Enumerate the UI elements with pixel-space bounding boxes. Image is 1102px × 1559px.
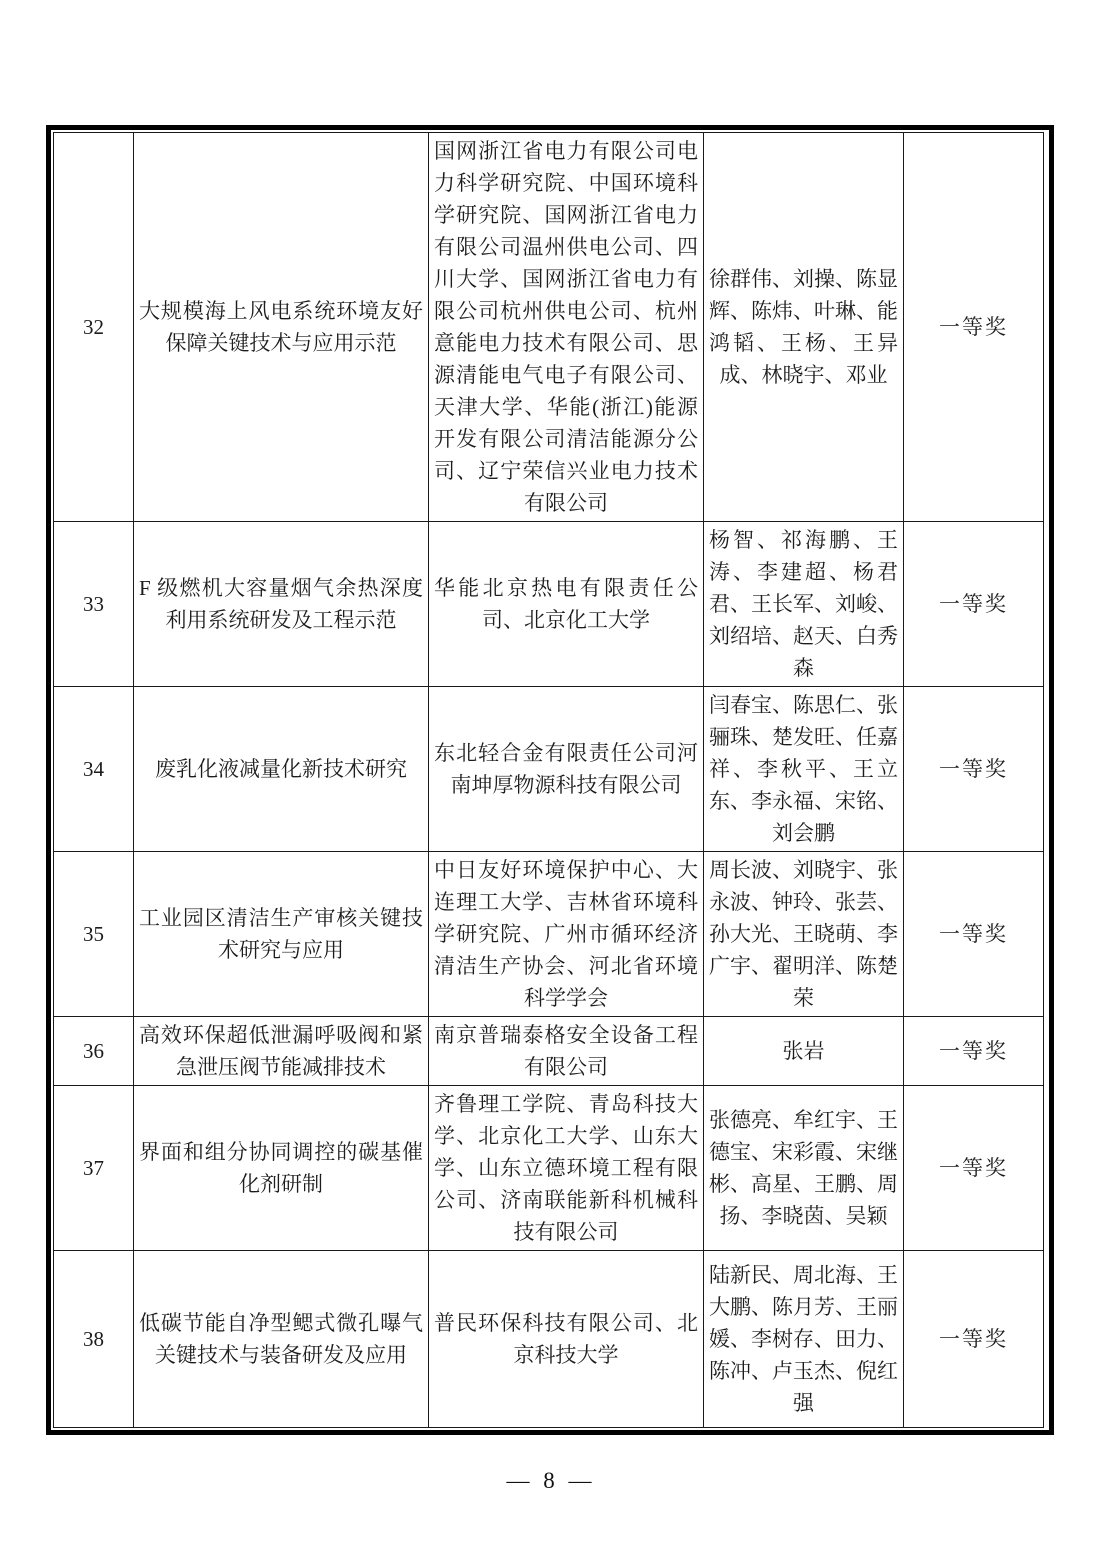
award-level-cell: 一等奖 xyxy=(904,133,1044,522)
award-level-cell: 一等奖 xyxy=(904,1017,1044,1086)
project-name-cell: 界面和组分协同调控的碳基催化剂研制 xyxy=(134,1086,429,1251)
award-level-cell: 一等奖 xyxy=(904,1251,1044,1428)
award-level-cell: 一等奖 xyxy=(904,522,1044,687)
table-row xyxy=(54,852,1044,1017)
organizations-cell: 普民环保科技有限公司、北京科技大学 xyxy=(429,1251,704,1428)
row-number-cell: 37 xyxy=(54,1086,134,1251)
project-name-cell: 低碳节能自净型鳃式微孔曝气关键技术与装备研发及应用 xyxy=(134,1251,429,1428)
row-number-cell: 38 xyxy=(54,1251,134,1428)
award-level-cell: 一等奖 xyxy=(904,852,1044,1017)
table-row xyxy=(54,1251,1044,1428)
project-name-cell: 废乳化液减量化新技术研究 xyxy=(134,687,429,852)
team-members-cell: 杨智、祁海鹏、王涛、李建超、杨君君、王长军、刘峻、刘绍培、赵天、白秀森 xyxy=(704,522,904,687)
page-number: — 8 — xyxy=(506,1468,596,1493)
award-level-cell: 一等奖 xyxy=(904,1086,1044,1251)
organizations-cell: 华能北京热电有限责任公司、北京化工大学 xyxy=(429,522,704,687)
organizations-cell: 中日友好环境保护中心、大连理工大学、吉林省环境科学研究院、广州市循环经济清洁生产协会、河北省环境科学学会 xyxy=(429,852,704,1017)
project-name-cell: F 级燃机大容量烟气余热深度利用系统研发及工程示范 xyxy=(134,522,429,687)
organizations-cell: 南京普瑞泰格安全设备工程有限公司 xyxy=(429,1017,704,1086)
table-row xyxy=(54,687,1044,852)
row-number-cell: 33 xyxy=(54,522,134,687)
award-level-cell: 一等奖 xyxy=(904,687,1044,852)
project-name-cell: 工业园区清洁生产审核关键技术研究与应用 xyxy=(134,852,429,1017)
table-row xyxy=(54,1086,1044,1251)
row-number-cell: 34 xyxy=(54,687,134,852)
row-number-cell: 32 xyxy=(54,133,134,522)
awards-table-frame xyxy=(46,125,1054,1435)
table-row xyxy=(54,133,1044,522)
team-members-cell: 闫春宝、陈思仁、张骊珠、楚发旺、任嘉祥、李秋平、王立东、李永福、宋铭、刘会鹏 xyxy=(704,687,904,852)
team-members-cell: 徐群伟、刘操、陈显辉、陈炜、叶琳、能鸿韬、王杨、王异成、林晓宇、邓业 xyxy=(704,133,904,522)
project-name-cell: 大规模海上风电系统环境友好保障关键技术与应用示范 xyxy=(134,133,429,522)
table-row xyxy=(54,522,1044,687)
project-name-cell: 高效环保超低泄漏呼吸阀和紧急泄压阀节能减排技术 xyxy=(134,1017,429,1086)
team-members-cell: 张岩 xyxy=(704,1017,904,1086)
row-number-cell: 35 xyxy=(54,852,134,1017)
row-number-cell: 36 xyxy=(54,1017,134,1086)
organizations-cell: 国网浙江省电力有限公司电力科学研究院、中国环境科学研究院、国网浙江省电力有限公司温州供电公司、四川大学、国网浙江省电力有限公司杭州供电公司、杭州意能电力技术有限公司、思源清能电气电子有限公司、天津大学、华能(浙江)能源开发有限公司清洁能源分公司、辽宁荣信兴业电力技术有限公司 xyxy=(429,133,704,522)
organizations-cell: 东北轻合金有限责任公司河南坤厚物源科技有限公司 xyxy=(429,687,704,852)
team-members-cell: 张德亮、牟红宇、王德宝、宋彩霞、宋继彬、高星、王鹏、周扬、李晓茵、吴颖 xyxy=(704,1086,904,1251)
team-members-cell: 陆新民、周北海、王大鹏、陈月芳、王丽媛、李树存、田力、陈冲、卢玉杰、倪红强 xyxy=(704,1251,904,1428)
team-members-cell: 周长波、刘晓宇、张永波、钟玲、张芸、孙大光、王晓萌、李广宇、翟明洋、陈楚荣 xyxy=(704,852,904,1017)
table-row xyxy=(54,1017,1044,1086)
organizations-cell: 齐鲁理工学院、青岛科技大学、北京化工大学、山东大学、山东立德环境工程有限公司、济南联能新科机械科技有限公司 xyxy=(429,1086,704,1251)
awards-table xyxy=(53,132,1044,1428)
